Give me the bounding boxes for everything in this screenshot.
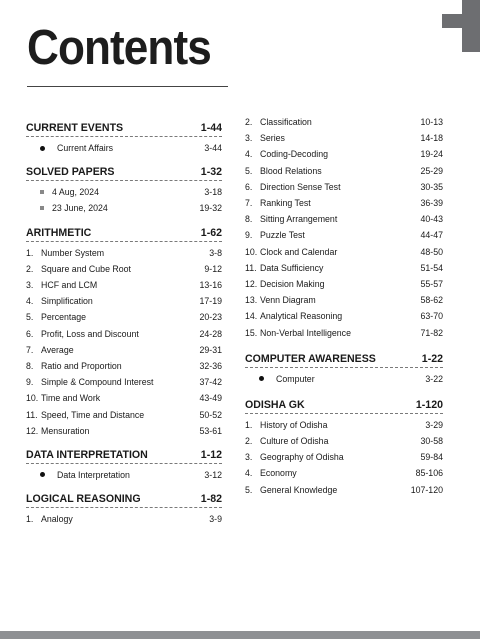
toc-section: [26, 162, 222, 216]
section-page-range: 1-62: [200, 226, 222, 239]
entry-number: 3.: [245, 133, 253, 144]
entry-title: Average: [41, 344, 74, 355]
entry-number: 9.: [26, 377, 34, 388]
toc-entry[interactable]: [245, 179, 443, 195]
entry-number: 14.: [245, 311, 258, 322]
section-heading[interactable]: [26, 162, 222, 181]
entry-title: Classification: [260, 117, 312, 128]
toc-entry[interactable]: [26, 277, 222, 293]
toc-entry[interactable]: [245, 449, 443, 465]
entry-title: Percentage: [41, 312, 86, 323]
entry-title: Number System: [41, 247, 105, 258]
section-title: DATA INTERPRETATION: [26, 448, 148, 461]
entry-pages: 32-36: [199, 360, 222, 371]
corner-tab: [462, 0, 480, 52]
toc-entry[interactable]: [245, 276, 443, 292]
section-heading[interactable]: [245, 395, 443, 414]
entry-title: Time and Work: [41, 393, 101, 404]
section-page-range: 1-32: [200, 166, 222, 179]
section-heading[interactable]: [26, 445, 222, 464]
toc-entry[interactable]: [26, 406, 222, 422]
entry-pages: 17-19: [199, 296, 222, 307]
entry-number: 5.: [245, 484, 253, 495]
entry-title: Series: [260, 133, 285, 144]
entry-pages: 55-57: [420, 278, 443, 289]
bullet-icon: [40, 472, 45, 477]
entry-title: Analytical Reasoning: [260, 311, 343, 322]
entry-pages: 37-42: [199, 377, 222, 388]
entry-number: 13.: [245, 295, 258, 306]
entry-number: 8.: [26, 360, 34, 371]
section-title: LOGICAL REASONING: [26, 493, 141, 505]
entry-title: Puzzle Test: [260, 230, 305, 241]
toc-entry[interactable]: [245, 433, 443, 449]
entry-pages: 20-23: [199, 312, 222, 323]
section-heading[interactable]: [245, 349, 443, 368]
entry-pages: 9-12: [204, 263, 222, 274]
entry-title: History of Odisha: [260, 419, 328, 430]
toc-entry[interactable]: [245, 417, 443, 433]
entry-number: 4.: [26, 296, 34, 307]
entry-pages: 14-18: [420, 133, 443, 144]
section-heading[interactable]: [26, 223, 222, 242]
entry-title: Analogy: [41, 514, 73, 525]
toc-entry[interactable]: [26, 390, 222, 406]
entry-number: 5.: [26, 312, 34, 323]
toc-entry[interactable]: [245, 244, 443, 260]
entry-pages: 10-13: [420, 117, 443, 128]
entry-pages: 40-43: [420, 214, 443, 225]
toc-entry[interactable]: [26, 261, 222, 277]
entry-pages: 3-8: [209, 247, 222, 258]
entry-number: 2.: [26, 263, 34, 274]
entry-number: 3.: [26, 280, 34, 291]
entry-pages: 43-49: [199, 393, 222, 404]
entry-pages: 51-54: [420, 262, 443, 273]
toc-entry[interactable]: [245, 227, 443, 243]
entry-number: 6.: [26, 328, 34, 339]
entry-number: 4.: [245, 149, 253, 160]
entry-number: 8.: [245, 214, 253, 225]
entry-pages: 3-29: [425, 419, 443, 430]
section-title: ARITHMETIC: [26, 226, 92, 239]
section-page-range: 1-12: [200, 448, 222, 461]
entry-pages: 25-29: [420, 165, 443, 176]
entry-title: Direction Sense Test: [260, 181, 341, 192]
entry-pages: 44-47: [420, 230, 443, 241]
entry-title: Culture of Odisha: [260, 436, 329, 447]
toc-entry[interactable]: [245, 465, 443, 481]
entry-title: Data Sufficiency: [260, 262, 324, 273]
square-bullet-icon: [40, 206, 44, 210]
entry-pages: 71-82: [420, 327, 443, 338]
entry-pages: 59-84: [420, 452, 443, 463]
entry-title: General Knowledge: [260, 484, 338, 495]
entry-title: Non-Verbal Intelligence: [260, 327, 351, 338]
entry-title: Simple & Compound Interest: [41, 377, 154, 388]
toc-entry[interactable]: [26, 309, 222, 325]
bullet-icon: [40, 146, 45, 151]
entry-pages: 30-35: [420, 181, 443, 192]
entry-number: 10.: [245, 246, 258, 257]
entry-title: Current Affairs: [57, 143, 114, 154]
entry-title: Square and Cube Root: [41, 263, 131, 274]
toc-entry[interactable]: [26, 358, 222, 374]
toc-entry[interactable]: [26, 511, 222, 527]
entry-pages: 19-24: [420, 149, 443, 160]
toc-entry[interactable]: [245, 308, 443, 324]
toc-entry[interactable]: [26, 467, 222, 483]
toc-entry[interactable]: [26, 374, 222, 390]
corner-notch: [442, 14, 462, 28]
toc-entry[interactable]: [26, 342, 222, 358]
entry-pages: 36-39: [420, 198, 443, 209]
entry-pages: 19-32: [199, 203, 222, 214]
entry-title: Profit, Loss and Discount: [41, 328, 139, 339]
entry-pages: 29-31: [199, 344, 222, 355]
page-title: Contents: [27, 21, 211, 75]
toc-section: [26, 223, 222, 439]
toc-entry[interactable]: [245, 146, 443, 162]
toc-entry[interactable]: [245, 260, 443, 276]
toc-entry[interactable]: [245, 114, 443, 130]
entry-number: 10.: [26, 393, 39, 404]
entry-pages: 3-44: [204, 143, 222, 154]
entry-title: 23 June, 2024: [52, 203, 108, 214]
entry-number: 2.: [245, 436, 253, 447]
entry-title: Blood Relations: [260, 165, 322, 176]
entry-number: 7.: [245, 198, 253, 209]
toc-entry[interactable]: [245, 130, 443, 146]
entry-number: 12.: [245, 278, 258, 289]
toc-entry[interactable]: [245, 195, 443, 211]
toc-entry[interactable]: [26, 245, 222, 261]
entry-title: Mensuration: [41, 425, 90, 436]
entry-number: 9.: [245, 230, 253, 241]
entry-pages: 3-12: [204, 469, 222, 480]
toc-entry[interactable]: [26, 200, 222, 216]
toc-entry[interactable]: [245, 324, 443, 340]
bottom-bar: [0, 631, 480, 639]
entry-title: Economy: [260, 468, 297, 479]
toc-section: [245, 395, 443, 498]
title-underline: [27, 86, 228, 87]
toc-entry[interactable]: [26, 184, 222, 200]
entry-pages: 107-120: [410, 484, 443, 495]
section-title: SOLVED PAPERS: [26, 166, 115, 179]
entry-title: Clock and Calendar: [260, 246, 338, 257]
entry-title: Coding-Decoding: [260, 149, 328, 160]
section-heading[interactable]: [26, 489, 222, 508]
bullet-icon: [259, 376, 264, 381]
section-title: ODISHA GK: [245, 398, 305, 411]
section-title: COMPUTER AWARENESS: [245, 352, 376, 365]
entry-title: Ratio and Proportion: [41, 360, 122, 371]
entry-title: Computer: [276, 373, 315, 384]
toc-section: [26, 118, 222, 156]
entry-title: Decision Making: [260, 278, 325, 289]
entry-pages: 3-22: [425, 373, 443, 384]
entry-title: Venn Diagram: [260, 295, 316, 306]
toc-entry[interactable]: [245, 163, 443, 179]
section-page-range: 1-22: [421, 352, 443, 365]
toc-entry[interactable]: [26, 423, 222, 439]
entry-title: Speed, Time and Distance: [41, 409, 145, 420]
entry-number: 11.: [245, 262, 257, 273]
entry-title: Geography of Odisha: [260, 452, 344, 463]
section-heading[interactable]: [26, 118, 222, 137]
toc-section: [245, 349, 443, 387]
entry-title: 4 Aug, 2024: [52, 187, 99, 198]
entry-pages: 58-62: [420, 295, 443, 306]
section-page-range: 1-82: [200, 493, 222, 505]
entry-number: 15.: [245, 327, 258, 338]
entry-title: Ranking Test: [260, 198, 311, 209]
toc-section: [26, 489, 222, 527]
square-bullet-icon: [40, 190, 44, 194]
entry-number: 1.: [245, 419, 253, 430]
toc-section: [26, 445, 222, 483]
entry-title: Sitting Arrangement: [260, 214, 338, 225]
entry-number: 7.: [26, 344, 34, 355]
entry-number: 3.: [245, 452, 253, 463]
entry-pages: 30-58: [420, 436, 443, 447]
entry-pages: 53-61: [199, 425, 222, 436]
entry-pages: 48-50: [420, 246, 443, 257]
entry-number: 5.: [245, 165, 253, 176]
entry-pages: 3-9: [209, 514, 222, 525]
entry-pages: 63-70: [420, 311, 443, 322]
toc-entry[interactable]: [26, 326, 222, 342]
entry-pages: 3-18: [204, 187, 222, 198]
entry-number: 2.: [245, 117, 253, 128]
entry-number: 11.: [26, 409, 38, 420]
section-page-range: 1-120: [415, 398, 443, 411]
entry-pages: 13-16: [199, 280, 222, 291]
toc-entry[interactable]: [26, 293, 222, 309]
entry-title: HCF and LCM: [41, 280, 98, 291]
section-page-range: 1-44: [200, 122, 222, 134]
contents-right-column: [245, 118, 443, 498]
toc-entry[interactable]: [245, 292, 443, 308]
contents-left-column: [26, 118, 222, 527]
toc-entry[interactable]: [245, 482, 443, 498]
section-title: CURRENT EVENTS: [26, 122, 124, 134]
entry-pages: 50-52: [199, 409, 222, 420]
entry-number: 1.: [26, 247, 34, 258]
entry-title: Data Interpretation: [57, 469, 130, 480]
toc-entry[interactable]: [26, 140, 222, 156]
toc-continued-entries: [245, 114, 443, 341]
entry-title: Simplification: [41, 296, 93, 307]
entry-pages: 85-106: [415, 468, 443, 479]
entry-number: 4.: [245, 468, 253, 479]
toc-entry[interactable]: [245, 211, 443, 227]
entry-number: 6.: [245, 181, 253, 192]
entry-number: 12.: [26, 425, 39, 436]
toc-entry[interactable]: [245, 371, 443, 387]
entry-number: 1.: [26, 514, 34, 525]
entry-pages: 24-28: [199, 328, 222, 339]
